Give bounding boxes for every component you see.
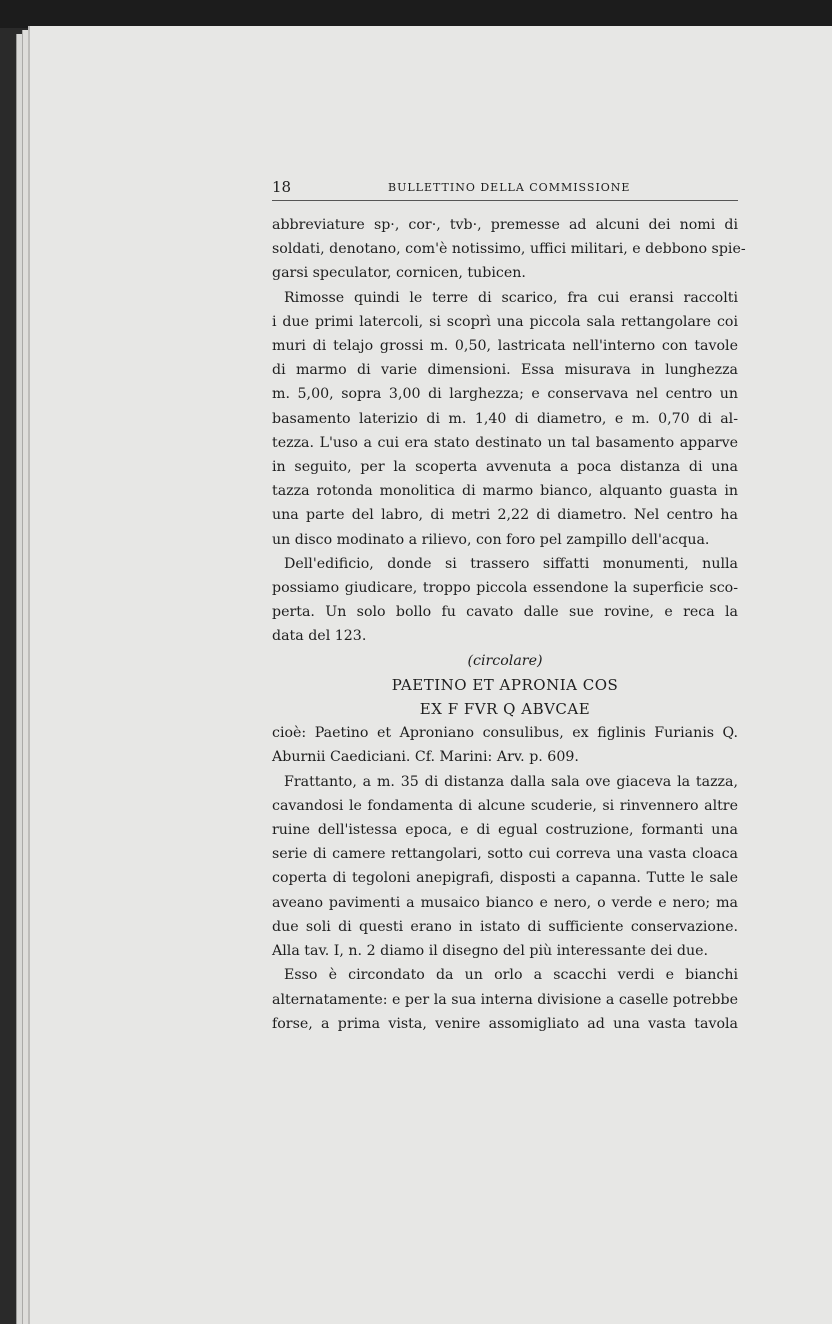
paragraph-5 (272, 770, 738, 964)
text-line: cioè: Paetino et Aproniano consulibus, ex figlinis Furianis Q. (272, 725, 738, 742)
text-line: di marmo di varie dimensioni. Essa misurava in lunghezza (272, 362, 738, 379)
paragraph-6 (272, 963, 738, 1036)
page-header (272, 178, 738, 201)
text-line: basamento laterizio di m. 1,40 di diametro, e m. 0,70 di al- (272, 410, 738, 427)
text-line: muri di telajo grossi m. 0,50, lastricata nell'interno con tavole (272, 338, 738, 355)
text-line: Frattanto, a m. 35 di distanza dalla sala ove giaceva la tazza, (284, 773, 738, 790)
text-line: un disco modinato a rilievo, con foro pel zampillo dell'acqua. (272, 531, 710, 548)
paragraph-3 (272, 552, 738, 649)
paragraph-4 (272, 721, 738, 769)
text-line: Aburnii Caediciani. Cf. Marini: Arv. p. 609. (272, 749, 579, 766)
text-line: tazza rotonda monolitica di marmo bianco, alquanto guasta in (272, 483, 738, 500)
text-line: Rimosse quindi le terre di scarico, fra cui eransi raccolti (284, 289, 738, 306)
inscription (272, 649, 738, 722)
text-line: serie di camere rettangolari, sotto cui correva una vasta cloaca (272, 846, 738, 863)
paragraph-1 (272, 213, 746, 286)
text-line: alternatamente: e per la sua interna divisione a caselle potrebbe (272, 991, 738, 1008)
inscription-line-2: EX F FVR Q ABVCAE (419, 700, 591, 719)
text-line: cavandosi le fondamenta di alcune scuderie, si rinvennero altre (272, 797, 738, 814)
inscription-line-1: PAETINO ET APRONIA COS (391, 675, 619, 694)
text-line: possiamo giudicare, troppo piccola essendone la superficie sco- (272, 580, 738, 597)
text-line: in seguito, per la scoperta avvenuta a poca distanza di una (272, 459, 738, 476)
text-line: una parte del labro, di metri 2,22 di diametro. Nel centro ha (272, 507, 738, 524)
text-line: due soli di questi erano in istato di sufficiente conservazione. (272, 918, 738, 935)
paragraph-2 (272, 286, 738, 552)
text-line: perta. Un solo bollo fu cavato dalle sue rovine, e reca la (272, 604, 738, 621)
text-line: ruine dell'istessa epoca, e di egual costruzione, formanti una (272, 822, 738, 839)
text-line: Esso è circondato da un orlo a scacchi verdi e bianchi (284, 967, 738, 984)
page-number: 18 (272, 178, 292, 196)
scan-top-border (0, 0, 832, 28)
text-line: data del 123. (272, 628, 367, 645)
text-line: garsi speculator, cornicen, tubicen. (272, 265, 526, 282)
text-line: coperta di tegoloni anepigrafi, disposti a capanna. Tutte le sale (272, 870, 738, 887)
text-line: soldati, denotano, com'è notissimo, uffici militari, e debbono spie- (272, 241, 746, 258)
page-content (272, 178, 746, 1036)
text-line: tezza. L'uso a cui era stato destinato un tal basamento apparve (272, 434, 738, 451)
text-line: Alla tav. I, n. 2 diamo il disegno del più interessante dei due. (272, 943, 709, 960)
text-line: Dell'edificio, donde si trassero siffatti monumenti, nulla (284, 555, 738, 572)
text-line: abbreviature sp·, cor·, tvb·, premesse ad alcuni dei nomi di (272, 217, 738, 233)
text-line: aveano pavimenti a musaico bianco e nero, o verde e nero; ma (272, 894, 738, 911)
text-line: i due primi latercoli, si scoprì una piccola sala rettangolare coi (272, 313, 738, 330)
text-line: forse, a prima vista, venire assomigliato ad una vasta tavola (272, 1015, 738, 1032)
body-text (272, 213, 746, 1036)
running-head: BULLETTINO DELLA COMMISSIONE (388, 181, 631, 194)
text-line: m. 5,00, sopra 3,00 di larghezza; e conservava nel centro un (272, 386, 738, 403)
inscription-note: (circolare) (467, 652, 543, 669)
